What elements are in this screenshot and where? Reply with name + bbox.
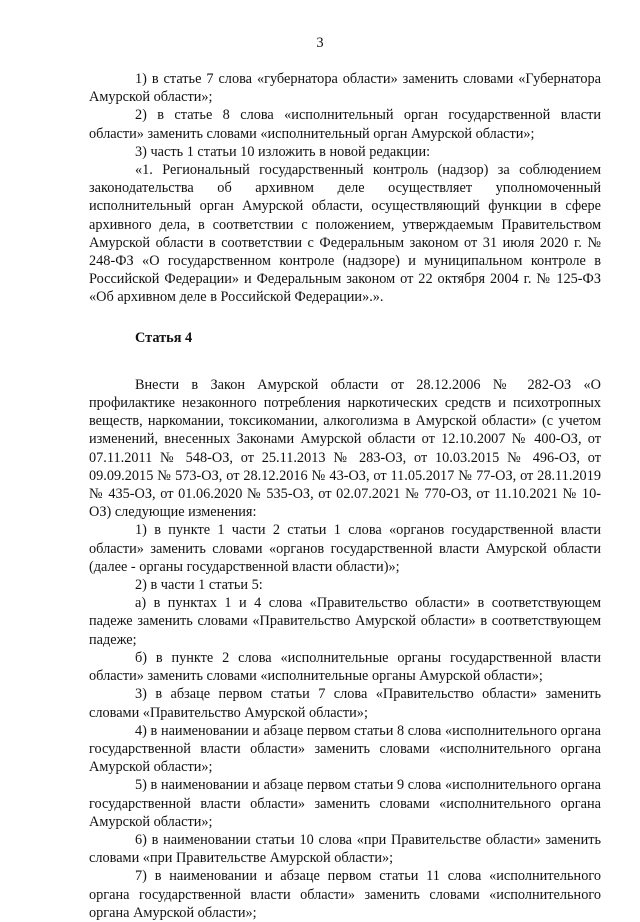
amendment-item: 3) в абзаце первом статьи 7 слова «Правительство области» заменить словами «Правительство Амурской области»; xyxy=(89,686,601,721)
document-body xyxy=(89,70,601,922)
amendment-subitem: а) в пунктах 1 и 4 слова «Правительство области» в соответствующем падеже заменить словами «Правительство Амурской области» в соответствующем падеже; xyxy=(89,595,601,648)
article-heading: Статья 4 xyxy=(135,329,193,346)
page-number: 3 xyxy=(316,35,324,51)
quoted-new-text: «1. Региональный государственный контроль (надзор) за соблюдением законодательства об архивном деле осуществляет уполномоченный исполнительный орган Амурской области, осуществляющий функции в сфере архивного дела, в соответствии с положением, утверждаемым Правительством Амурской области в соответствии с Федеральным законом от 31 июля 2020 г. № 248-ФЗ «О государственном контроле (надзоре) и муниципальном контроле в Российской Федерации» и Федеральным законом от 22 октября 2004 г. № 125-ФЗ «Об архивном деле в Российской Федерации».». xyxy=(89,162,601,306)
amendment-item: 1) в пункте 1 части 2 статьи 1 слова «органов государственной власти области» заменить словами «органов государственной власти Амурской области (далее - органы государственной власти области)»; xyxy=(89,522,601,575)
amendment-item: 5) в наименовании и абзаце первом статьи 9 слова «исполнительного органа государственной власти области» заменить словами «исполнительного органа Амурской области»; xyxy=(89,777,601,830)
amendment-item: 6) в наименовании статьи 10 слова «при Правительстве области» заменить словами «при Правительстве Амурской области»; xyxy=(89,831,601,867)
article-intro: Внести в Закон Амурской области от 28.12.2006 № 282-ОЗ «О профилактике незаконного потребления наркотических средств и психотропных веществ, наркомании, токсикомании, алкоголизма в Амурской области» (с учетом изменений, внесенных Законами Амурской области от 12.10.2007 № 400-ОЗ, от 07.11.2011 № 548-ОЗ, от 25.11.2013 № 283-ОЗ, от 10.03.2015 № 496-ОЗ, от 09.09.2015 № 573-ОЗ, от 28.12.2016 № 43-ОЗ, от 11.05.2017 № 77-ОЗ, от 28.11.2019 № 435-ОЗ, от 01.06.2020 № 535-ОЗ, от 02.07.2021 № 770-ОЗ, от 11.10.2021 № 10-ОЗ) следующие изменения: xyxy=(89,376,601,521)
amendment-item: 7) в наименовании и абзаце первом статьи 11 слова «исполнительного органа государственной власти области» заменить словами «исполнительного органа Амурской области»; xyxy=(89,868,601,921)
amendment-item: 3) часть 1 статьи 10 изложить в новой редакции: xyxy=(135,143,431,160)
amendment-item: 2) в статье 8 слова «исполнительный орган государственной власти области» заменить словами «исполнительный орган Амурской области»; xyxy=(89,107,601,142)
amendment-item: 4) в наименовании и абзаце первом статьи 8 слова «исполнительного органа государственной власти области» заменить словами «исполнительного органа Амурской области»; xyxy=(89,722,601,776)
amendment-item: 1) в статье 7 слова «губернатора области» заменить словами «Губернатора Амурской области»; xyxy=(89,71,601,106)
amendment-item: 2) в части 1 статьи 5: xyxy=(135,577,263,594)
amendment-subitem: б) в пункте 2 слова «исполнительные органы государственной власти области» заменить словами «исполнительные органы Амурской области»; xyxy=(89,649,601,685)
